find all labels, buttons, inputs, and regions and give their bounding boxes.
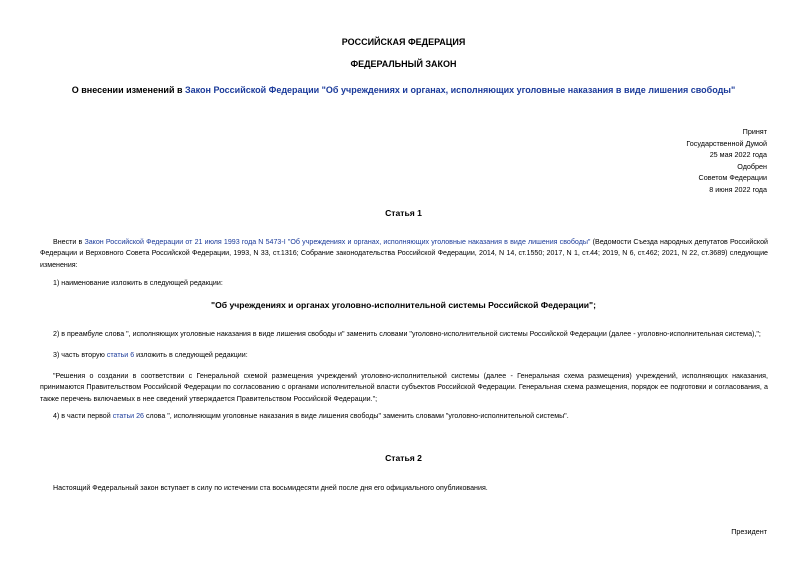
signature-president: Президент	[731, 527, 767, 536]
law-title-link[interactable]: Закон Российской Федерации "Об учреждениях и органах, исполняющих уголовные наказания в виде лишения свободы"	[185, 85, 736, 95]
law-type-heading: ФЕДЕРАЛЬНЫЙ ЗАКОН	[350, 59, 457, 69]
acceptance-line: 8 июня 2022 года	[709, 184, 767, 194]
item-4-suffix: слова ", исполняющим уголовные наказания в виде лишения свободы" заменить словами "уголовно-исполнительной системы".	[143, 412, 569, 420]
item-1: 1) наименование изложить в следующей редакции:	[53, 279, 223, 287]
article-2-heading: Статья 2	[385, 453, 422, 463]
item-3	[40, 350, 768, 361]
item-1-quote: "Об учреждениях и органах уголовно-исполнительной системы Российской Федерации";	[211, 300, 596, 310]
intro-suffix: (Ведомости Съезда народных депутатов Российской Федерации и Верховного Совета Российской Федерации, 1993, N 33, ст.1316; Собрание законодательства Российской Федерации, 2014, N 14, ст.1550; 2017, N 1, ст.44; 2019, N 6, ст.462; 2021, N 22, ст.3689) следующие изменения:	[40, 238, 768, 269]
article-1-intro	[40, 237, 768, 271]
item-2: 2) в преамбуле слова ", исполняющих уголовные наказания в виде лишения свободы и" заменить словами "уголовно-исполнительной системы Российской Федерации (далее - уголовно-исполнительная система),";	[53, 330, 761, 338]
acceptance-line: Одобрен	[737, 161, 767, 171]
article-1-heading: Статья 1	[385, 208, 422, 218]
item-4-prefix: 4) в части первой	[53, 412, 113, 420]
acceptance-line: 25 мая 2022 года	[709, 150, 767, 160]
acceptance-line: Принят	[742, 127, 767, 136]
intro-prefix: Внести в	[53, 238, 85, 246]
acceptance-block	[686, 126, 767, 196]
item-3-suffix: изложить в следующей редакции:	[134, 351, 248, 359]
acceptance-line: Государственной Думой	[686, 138, 767, 148]
article-2-text: Настоящий Федеральный закон вступает в силу по истечении ста восьмидесяти дней после дня его официального опубликования.	[53, 484, 488, 492]
article-26-link[interactable]: статьи 26	[112, 412, 144, 420]
law-title	[0, 85, 807, 95]
item-3-prefix: 3) часть вторую	[53, 351, 107, 359]
article-6-link[interactable]: статьи 6	[106, 351, 135, 359]
intro-law-link[interactable]: Закон Российской Федерации от 21 июля 1993 года N 5473-I "Об учреждениях и органах, исполняющих уголовные наказания в виде лишения свободы"	[84, 238, 591, 246]
acceptance-line: Советом Федерации	[698, 173, 767, 183]
item-4	[40, 411, 768, 422]
country-heading: РОССИЙСКАЯ ФЕДЕРАЦИЯ	[341, 37, 466, 47]
item-3-quote: "Решения о создании в соответствии с Генеральной схемой размещения учреждений уголовно-исполнительной системы (далее - Генеральная схема размещения) учреждений, исполняющих наказания, принимаются Правительством Российской Федерации по согласованию с органами исполнительной власти субъектов Российской Федерации. Генеральная схема размещения, порядок ее подготовки и согласования, а также перечень включаемых в нее сведений утверждается Правительством Российской Федерации.";	[40, 372, 768, 403]
law-title-prefix: О внесении изменений в	[71, 85, 186, 95]
